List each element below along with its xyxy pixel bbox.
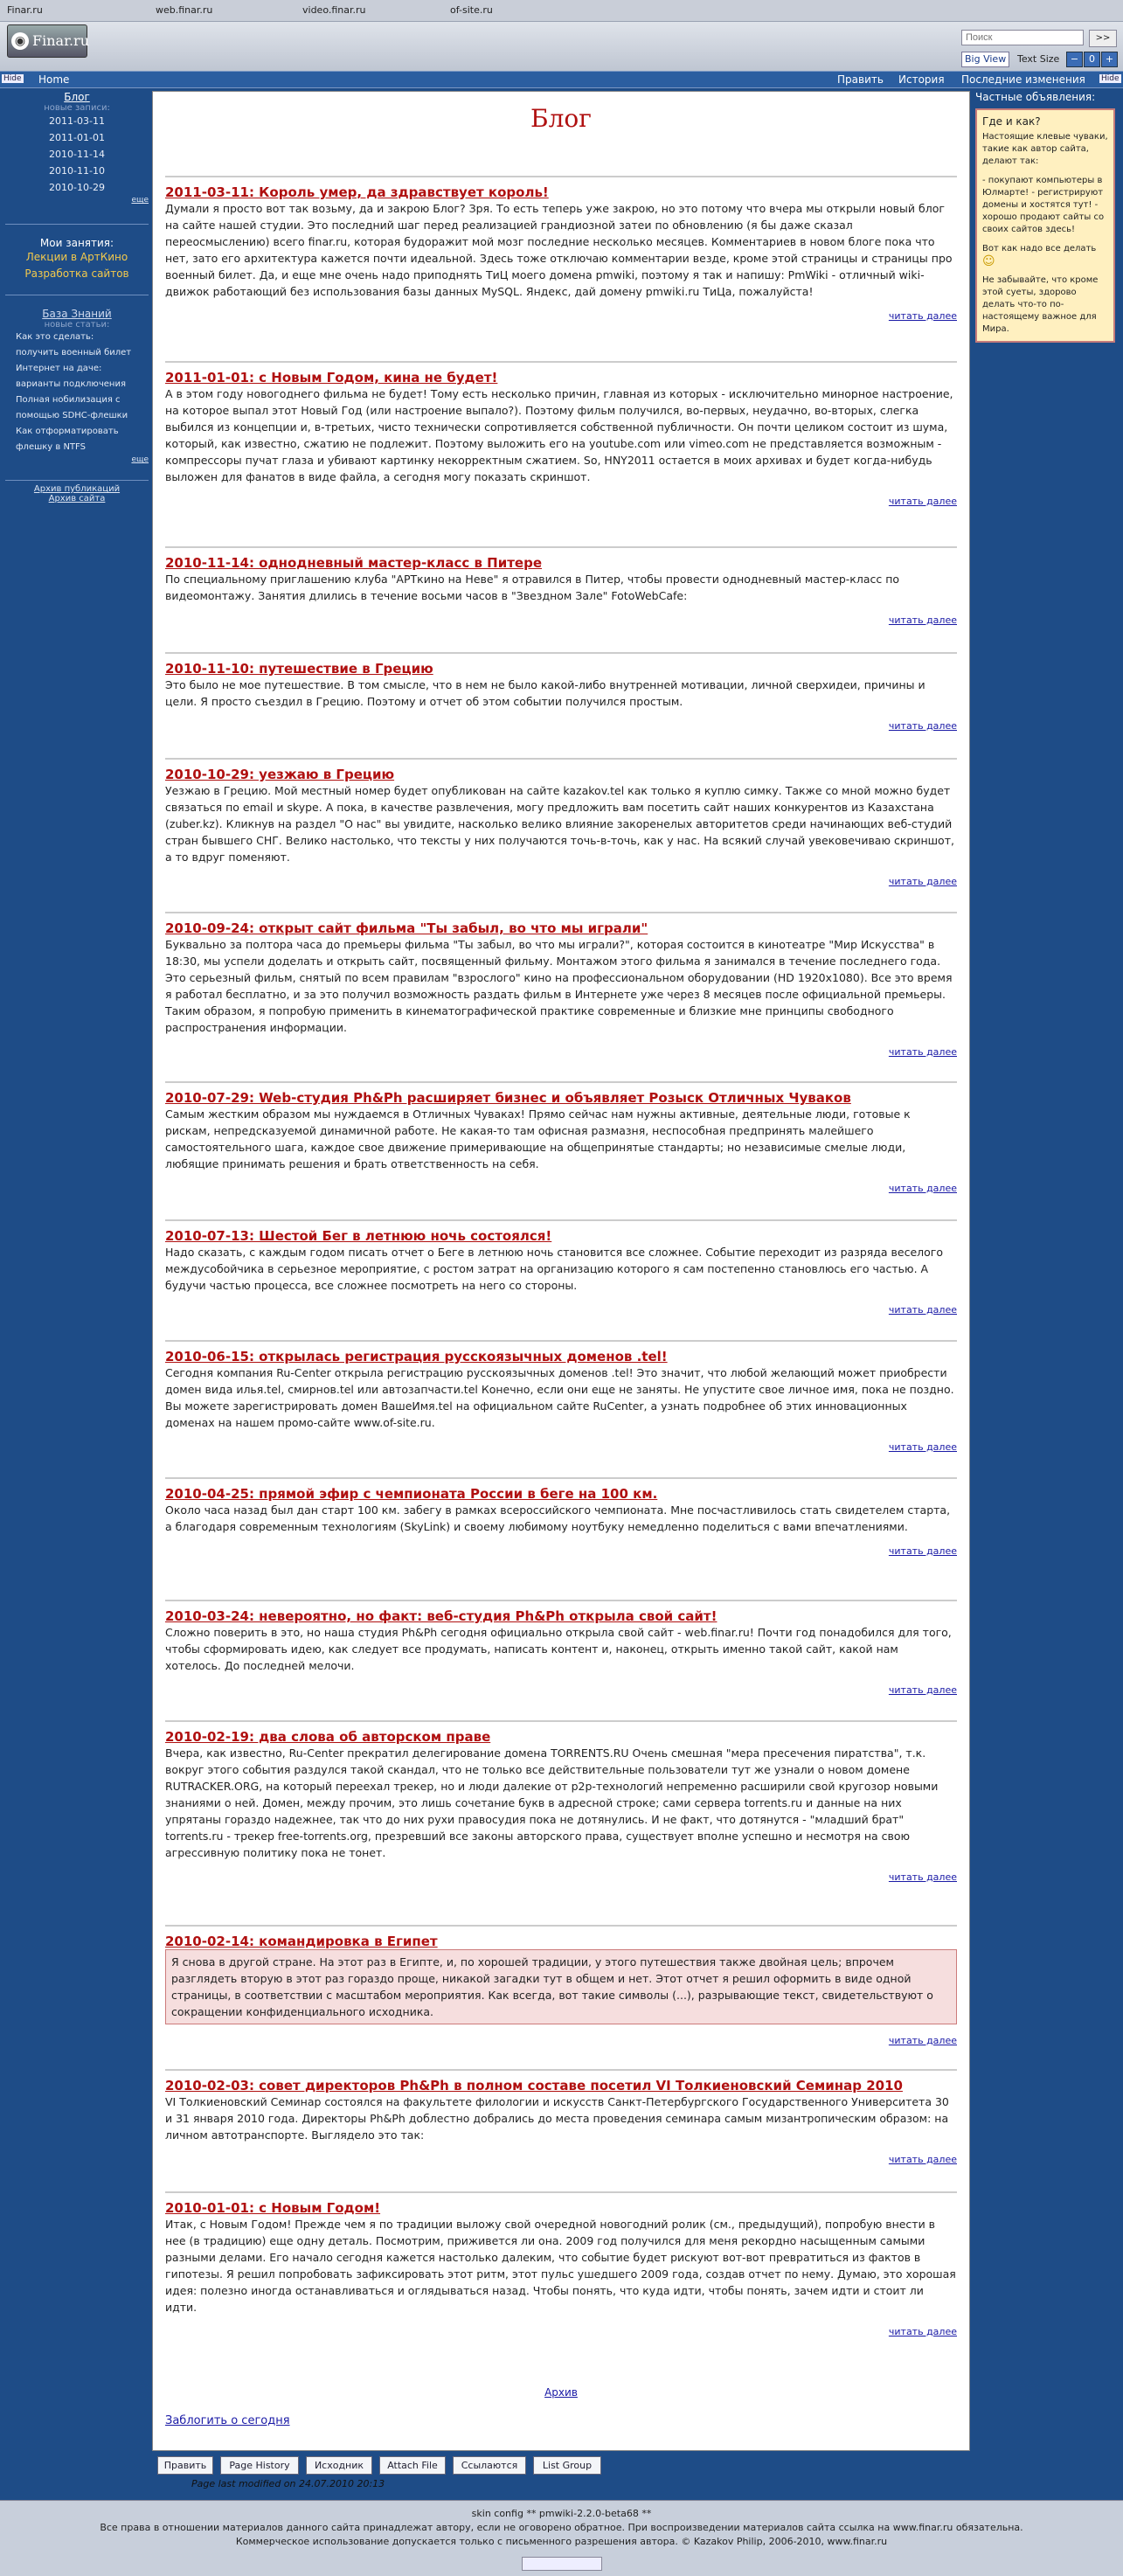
hide-left-button[interactable]: Hide xyxy=(3,74,22,83)
sidebar-article-link[interactable]: получить военный билет xyxy=(16,348,132,358)
last-modified: Page last modified on 24.07.2010 20:13 xyxy=(191,2478,385,2489)
backlinks-button[interactable]: Ссылаются xyxy=(453,2456,526,2475)
blog-post xyxy=(165,1600,957,1696)
blog-post xyxy=(165,1219,957,1316)
sidebar-lessons-title: Мои занятия: xyxy=(39,237,114,249)
post-body: Итак, с Новым Годом! Прежде чем я по традиции выложу свой очередной новогодний ролик (см., предыдущий), попробую внести в нее (в традицию) еще одну деталь. Посмотрим, приживется ли она. 2009 год получился для меня рекордно насыщенным самыми разными делами. Его начало сегодня кажется настолько далеким, что событие будет рискуют вот-вот превратиться из фактов в гипотезы. Я решил попробовать зафиксировать этот ритм, этот пульс ушедшего 2009 года, создав отчет по нему. Думаю, это хорошая идея: полезно иногда останавливаться и оглядываться назад. Чтобы понять, что куда идти, чтобы понять, зачем идти и стоит ли идти. xyxy=(165,2218,956,2314)
archive-link[interactable]: Архив xyxy=(544,2386,578,2399)
divider xyxy=(165,1219,957,1221)
footer-rights: Все права в отношении материалов данного сайта принадлежат автору, если не оговорено обратное. При воспроизведении материалов сайта ссылка на www.finar.ru обязательна. xyxy=(100,2522,1023,2533)
post-title[interactable]: 2010-09-24: открыт сайт фильма "Ты забыл, во что мы играли" xyxy=(165,920,648,936)
search-button[interactable]: >> xyxy=(1089,30,1117,47)
sidebar-article-link[interactable]: Полная нобилизация с xyxy=(16,395,121,405)
blog-post xyxy=(165,1925,957,2046)
sidebar-date-link[interactable]: 2011-03-11 xyxy=(49,115,105,127)
divider xyxy=(165,1477,957,1479)
sidebar-date-link[interactable]: 2011-01-01 xyxy=(49,132,105,143)
post-body: Вчера, как известно, Ru-Center прекратил делегирование домена TORRENTS.RU Очень смешная "мера пресечения пиратства", т.к. вокруг этого события раздулся такой скандал, что не только все действительные пользователи тут же узнали о новом домене RUTRACKER.ORG, на который переехал трекер, но и люди далекие от p2p-технологий непременно расширили свой кругозор новыми знаниями о ней. Домен, между прочим, это лишь сочетание букв в адресной строке; сами сервера torrents.ru и данные на них упрятаны гораздо надежнее, так что до них рухи правосудия пока не дотянулись. И не факт, что дотянутся - "младший брат" torrents.ru - трекер free-torrents.org, презревший все законы авторского права, существует вполне успешно и несмотря на свою агрессивную политику пока не тонет. xyxy=(165,1746,939,1859)
search-input[interactable] xyxy=(961,30,1084,45)
sidebar-lesson-link[interactable]: Разработка сайтов xyxy=(24,267,129,280)
post-body: Сложно поверить в это, но наша студия Ph&Ph сегодня официально открыла свой сайт - web.finar.ru! Почти год понадобился для того, чтобы сформировать идею, как следует все продумать, написать контент и, наконец, открыть именно такой сайт, какой нам хотелось. До последней мелочи. xyxy=(165,1626,952,1672)
source-button[interactable]: Исходник xyxy=(306,2456,372,2475)
nav-recent-changes[interactable]: Последние изменения xyxy=(961,73,1085,86)
read-more-link[interactable]: читать далее xyxy=(888,1046,957,1058)
footer xyxy=(0,2500,1123,2576)
divider xyxy=(165,2069,957,2071)
post-body: Это было не мое путешествие. В том смысле, что в нем не было какой-либо внутренней мотивации, личной сверхидеи, причины и цели. Я просто съездил в Грецию. Поэтому и отчет об этом событии получился простым. xyxy=(165,678,925,708)
read-more-link[interactable]: читать далее xyxy=(888,1183,957,1194)
ad-box-title: Где и как? xyxy=(982,115,1041,128)
divider xyxy=(165,1081,957,1083)
divider xyxy=(5,224,149,225)
post-title[interactable]: 2010-02-03: совет директоров Ph&Ph в полном составе посетил VI Толкиеновский Семинар 2010 xyxy=(165,2078,903,2093)
link-of-site[interactable]: of-site.ru xyxy=(450,4,493,16)
big-view-button[interactable]: Big View xyxy=(961,52,1009,67)
post-body: Около часа назад был дан старт 100 км. забегу в рамках всероссийского чемпионата. Мне посчастливилось стать свидетелем старта, а благодаря современным технологиям (SkyLink) и своему любимому ноутбуку немедленно поделиться с вами впечатлениями. xyxy=(165,1503,951,1533)
post-body: Я снова в другой стране. На этот раз в Египте, и, по хорошей традиции, у этого путешествия также двойная цель; впрочем разглядеть вторую в этот раз гораздо проще, никакой загадки тут в общем и нет. Этот отчет я решил оформить в виде одной страницы, в соответствии с масштабом мероприятия. Как всегда, вот такие символы (...), разрывающие текст, свидетельствуют о сокращении конфиденциального исходника. xyxy=(165,1949,957,2024)
sidebar-date-link[interactable]: 2010-11-14 xyxy=(49,149,105,160)
read-more-link[interactable]: читать далее xyxy=(888,2326,957,2337)
divider xyxy=(165,912,957,913)
ad-text: Настоящие клевые чуваки, такие как автор сайта, делают так: xyxy=(982,132,1108,166)
sidebar-archive-site-link[interactable]: Архив сайта xyxy=(48,494,106,503)
post-body: Надо сказать, с каждым годом писать отчет о Беге в летнюю ночь становится все сложнее. Событие переходит из разряда веселого междусобойчика в серьезное мероприятие, с ростом затрат на организацию которого я сам постепенно становлюсь его частью. А будучи частью процесса, все сложнее посмотреть на него со стороны. xyxy=(165,1246,944,1292)
top-links-bar xyxy=(0,0,1123,22)
divider xyxy=(165,1340,957,1342)
nav-edit[interactable]: Править xyxy=(837,73,884,86)
page-history-button[interactable]: Page History xyxy=(220,2456,299,2475)
attach-file-button[interactable]: Attach File xyxy=(379,2456,446,2475)
left-sidebar xyxy=(5,91,149,503)
divider xyxy=(165,361,957,363)
post-title[interactable]: 2011-01-01: с Новым Годом, кина не будет! xyxy=(165,370,498,385)
smiley-icon: ☺ xyxy=(982,254,995,268)
divider xyxy=(165,546,957,548)
sidebar-knowledge-subtitle: новые статьи: xyxy=(44,320,110,330)
footer-copyright: Коммерческое использование допускается только с письменного разрешения автора. © Kazakov Philip, 2006-2010, www.finar.ru xyxy=(235,2536,888,2547)
logo-text: Finar.ru xyxy=(32,32,89,49)
blog-post xyxy=(165,1081,957,1194)
post-title[interactable]: 2010-11-14: однодневный мастер-класс в Питере xyxy=(165,555,543,571)
sidebar-article-link[interactable]: варианты подключения xyxy=(16,379,126,389)
blog-post xyxy=(165,2069,957,2165)
post-body: Самым жестким образом мы нуждаемся в Отличных Чуваках! Прямо сейчас нам нужны активные, деятельные люди, готовые к рискам, непредсказуемой динамичной работе. Не какая-то там офисная размазня, неспособная предпринять малейшего самостоятельного шага, каждое свое движение примеривающие на общепринятые стандарты; но независимые смелые люди, любящие принимать решения и брать ответственность на себя. xyxy=(165,1107,911,1170)
sidebar-date-link[interactable]: 2010-11-10 xyxy=(49,165,105,177)
divider xyxy=(165,176,957,177)
blog-post xyxy=(165,361,957,507)
text-size-reset-button[interactable]: 0 xyxy=(1084,52,1100,67)
post-title[interactable]: 2010-10-29: уезжаю в Грецию xyxy=(165,767,395,782)
nav-history[interactable]: История xyxy=(898,73,945,86)
blog-post xyxy=(165,2191,957,2337)
sidebar-article-link[interactable]: Как это сделать: xyxy=(16,332,94,342)
sidebar-blog-title[interactable]: Блог xyxy=(64,91,90,103)
divider xyxy=(165,758,957,760)
sidebar-more-link[interactable]: еще xyxy=(131,196,149,205)
read-more-link[interactable]: читать далее xyxy=(888,1684,957,1696)
blog-post xyxy=(165,1720,957,1883)
post-title[interactable]: 2010-04-25: прямой эфир с чемпионата России в беге на 100 км. xyxy=(165,1486,658,1502)
eye-icon: ◉ xyxy=(11,32,29,50)
divider xyxy=(5,480,149,481)
sidebar-lesson-link[interactable]: Лекции в АртКино xyxy=(25,251,128,263)
page-title: Блог xyxy=(530,104,592,133)
divider xyxy=(165,1720,957,1722)
nav-bar xyxy=(0,71,1123,88)
sidebar-article-link[interactable]: помощью SDHC-флешки xyxy=(16,411,128,420)
post-body: Буквально за полтора часа до премьеры фильма "Ты забыл, во что мы играли?", которая состоится в кинотеатре "Мир Искусства" в 18:30, мы успели доделать и открыть сайт, посвященный фильму. Монтажом этого фильма я занимался в течение последнего года. Это серьезный фильм, снятый по всем правилам "взрослого" кино на профессиональном оборудовании (HD 1920x1080). Все это время я работал бесплатно, и за это получил возможность раздать фильм в Интернете уже через 8 месяцев после официальной премьеры. Таким образом, я попробую применить в кинематографической практике современные и близкие мне принципы свободного распространения информации. xyxy=(165,938,953,1034)
divider xyxy=(165,1600,957,1601)
read-more-link[interactable]: читать далее xyxy=(888,2154,957,2165)
sidebar-blog-subtitle: новые записи: xyxy=(44,103,110,113)
text-size-label: Text Size xyxy=(1017,53,1060,65)
ad-text: Не забывайте, что кроме этой суеты, здорово делать что-то по-настоящему важное для Мира. xyxy=(982,275,1099,334)
post-body: Уезжаю в Грецию. Мой местный номер будет опубликован на сайте kazakov.tel как только я куплю симку. Также со мной можно будет связаться по email и skype. А пока, в качестве развлечения, могу предложить вам посетить сайт наших конкурентов из Казахстана (zuber.kz). Кликнув на раздел "О нас" вы увидите, насколько велико влияние закоренелых авторитетов среди начинающих веб-студий стран бывшего СНГ. Велико настолько, что тексты у них получаются точь-в-точь, как у нас. На всякий случай увековечиваю скриншот, а то вдруг поменяют. xyxy=(165,784,954,864)
site-logo[interactable] xyxy=(7,24,87,58)
sidebar-knowledge-title[interactable]: База Знаний xyxy=(42,308,112,320)
divider xyxy=(165,2191,957,2193)
read-more-link[interactable]: читать далее xyxy=(888,1304,957,1316)
sidebar-article-link[interactable]: Как отформатировать xyxy=(16,427,119,436)
blog-post xyxy=(165,912,957,1058)
sidebar-article-link[interactable]: Интернет на даче: xyxy=(16,364,102,373)
post-title[interactable]: 2010-11-10: путешествие в Грецию xyxy=(165,661,433,677)
read-more-link[interactable]: читать далее xyxy=(888,310,957,322)
footer-scroll-handle[interactable] xyxy=(522,2557,602,2571)
post-title[interactable]: 2010-07-29: Web-студия Ph&Ph расширяет бизнес и объявляет Розыск Отличных Чуваков xyxy=(165,1090,851,1106)
read-more-link[interactable]: читать далее xyxy=(888,496,957,507)
post-body: Сегодня компания Ru-Center открыла регистрацию русскоязычных доменов .tel! Это значит, что любой желающий может приобрести домен вида илья.tel, смирнов.tel или автозапчасти.tel Конечно, если они еще не заняты. Не упустите свое личное имя, пока не поздно. Вы можете зарегистрировать домен ВашеИмя.tel на официальном сайте RuCenter, а узнать подробнее об этих инновационных доменах на нашем промо-сайте www.of-site.ru. xyxy=(165,1366,954,1429)
link-finar[interactable]: Finar.ru xyxy=(7,4,43,16)
ad-text: Вот как надо все делать xyxy=(982,244,1097,253)
post-title[interactable]: 2010-02-19: два слова об авторском праве xyxy=(165,1729,491,1745)
blog-post xyxy=(165,652,957,732)
blog-post xyxy=(165,1477,957,1557)
link-web-finar[interactable]: web.finar.ru xyxy=(156,4,213,16)
edit-button[interactable]: Править xyxy=(157,2456,213,2475)
list-group-button[interactable]: List Group xyxy=(533,2456,601,2475)
post-body: По специальному приглашению клуба "АРТкино на Неве" я отравился в Питер, чтобы провести однодневный мастер-класс по видеомонтажу. Занятия длились в течение восьми часов в "Звездном Зале" FotoWebCafe: xyxy=(165,573,900,602)
footer-skin-config[interactable]: skin config ** pmwiki-2.2.0-beta68 ** xyxy=(471,2508,652,2519)
blog-post xyxy=(165,546,957,626)
hide-right-button[interactable]: Hide xyxy=(1101,74,1120,83)
sidebar-article-link[interactable]: флешку в NTFS xyxy=(16,442,86,452)
divider xyxy=(165,652,957,654)
post-title[interactable]: 2010-06-15: открылась регистрация русскоязычных доменов .tel! xyxy=(165,1349,668,1364)
ad-box xyxy=(975,108,1115,343)
read-more-link[interactable]: читать далее xyxy=(888,720,957,732)
post-title[interactable]: 2010-02-14: командировка в Египет xyxy=(165,1934,438,1949)
read-more-link[interactable]: читать далее xyxy=(888,1441,957,1453)
sidebar-more-link[interactable]: еще xyxy=(131,455,149,464)
sidebar-date-link[interactable]: 2010-10-29 xyxy=(49,182,105,193)
blog-post xyxy=(165,1340,957,1453)
blog-post xyxy=(165,176,957,322)
divider xyxy=(165,1925,957,1927)
post-title[interactable]: 2010-01-01: с Новым Годом! xyxy=(165,2200,381,2216)
text-size-increase-button[interactable]: + xyxy=(1101,52,1118,67)
post-title[interactable]: 2010-03-24: невероятно, но факт: веб-студия Ph&Ph открыла свой сайт! xyxy=(165,1608,717,1624)
main-content xyxy=(152,91,970,2451)
ads-title: Частные объявления: xyxy=(975,91,1096,103)
blog-post xyxy=(165,758,957,887)
sidebar-archive-pubs-link[interactable]: Архив публикаций xyxy=(33,484,121,494)
nav-home[interactable]: Home xyxy=(38,73,70,86)
link-video-finar[interactable]: video.finar.ru xyxy=(302,4,366,16)
post-body: VI Толкиеновский Семинар состоялся на факультете филологии и искусств Санкт-Петербургского Государственного Университета 30 и 31 января 2010 года. Директоры Ph&Ph доблестно добрались до места проведения семинара самым мизантропическим образом: на личном автотранспорте. Выглядело это так: xyxy=(165,2095,949,2142)
ad-text: - покупают компьютеры в Юлмарте! - регистрируют домены и хостятся тут! - хорошо продают сайты со своих сайтов здесь! xyxy=(982,176,1105,234)
right-panel xyxy=(975,91,1115,343)
post-body: Думали я просто вот так возьму, да и закрою Блог? Зря. То есть теперь уже закрою, но это потому что вчера мы открыли новый блог на сайте нашей студии. Это последний шаг перед реализацией грандиозной затеи по обновлению (я бы даже сказал переосмыслению) всего finar.ru, которая будоражит мой мозг последние несколько месяцев. Комментариев в новом блоге пока что нет, зато его архитектура кажется почти идеальной. Здесь тоже отключаю комментарии везде, кроме этой страницы и страницы про военный билет. Да, и еще мне очень надо приподнять ТиЦ моего домена pmwiki, поэтому я так и напишу: PmWiki - отличный wiki-движок работающий без использования базы данных MySQL. Яндекс, дай домену pmwiki.ru ТиЦа, пожалуйста! xyxy=(165,202,953,298)
blog-today-link[interactable]: Заблогить о сегодня xyxy=(165,2414,290,2427)
read-more-link[interactable]: читать далее xyxy=(888,614,957,626)
post-title[interactable]: 2011-03-11: Король умер, да здравствует король! xyxy=(165,184,549,200)
read-more-link[interactable]: читать далее xyxy=(888,2035,957,2046)
text-size-decrease-button[interactable]: − xyxy=(1066,52,1083,67)
read-more-link[interactable]: читать далее xyxy=(888,876,957,887)
post-body: А в этом году новогоднего фильма не будет! Тому есть несколько причин, главная из которых - исключительно минорное настроение, на которое выпал этот Новый Год (или настроение выпало?). Поэтому фильм получился, во-первых, неудачно, во-вторых, слегка выбился из концепции и, в-третьих, чисто технически сопротивляется собственной публичности. Он почти целиком состоит из шума, который, как известно, сжатию не подлежит. Поэтому выложить его на youtube.com или vimeo.com не представляется возможным - компрессоры пучат глаза и убивают картинку некорректным сжатием. So, HNY2011 остается в моих архивах и будет когда-нибудь выложен для фанатов в виде файла, а сегодня могу показать скриншот. xyxy=(165,387,953,483)
site-header xyxy=(0,22,1123,71)
read-more-link[interactable]: читать далее xyxy=(888,1871,957,1883)
read-more-link[interactable]: читать далее xyxy=(888,1545,957,1557)
post-title[interactable]: 2010-07-13: Шестой Бег в летнюю ночь состоялся! xyxy=(165,1228,552,1244)
